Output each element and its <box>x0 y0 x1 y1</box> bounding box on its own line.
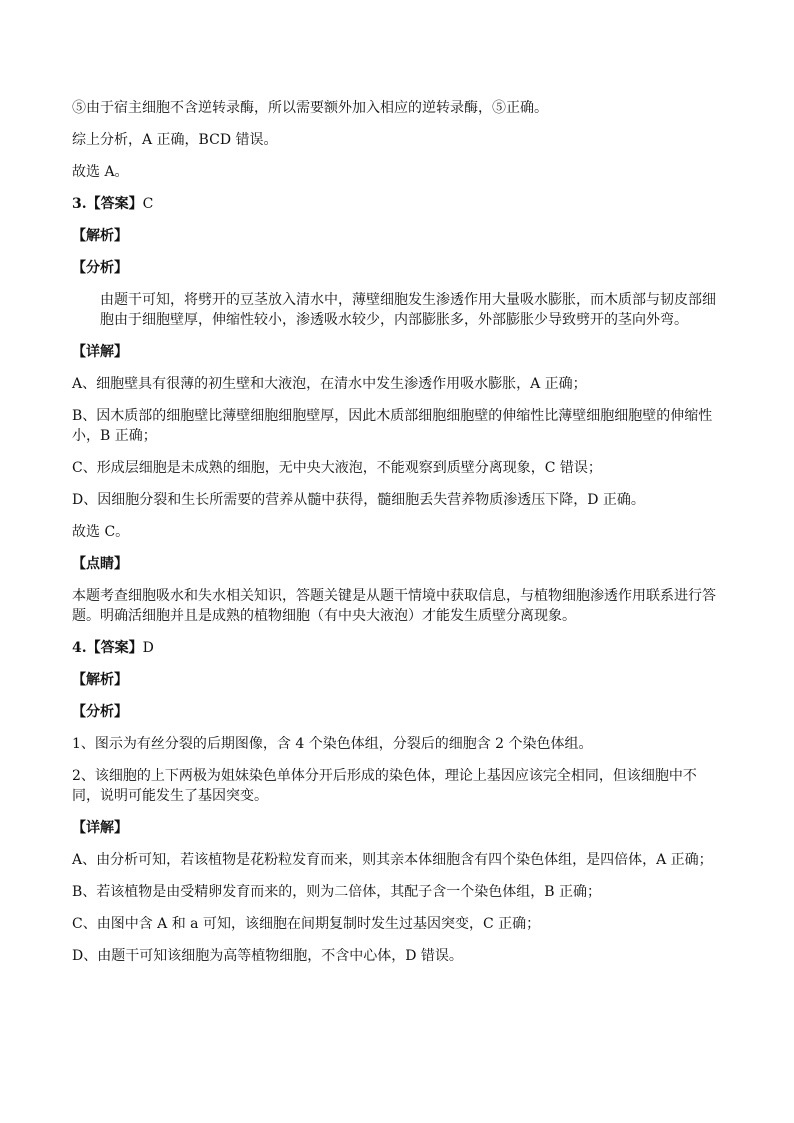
text-paragraph: 本题考查细胞吸水和失水相关知识，答题关键是从题干情境中获取信息，与植物细胞渗透作用联系进行答题。明确活细胞并且是成熟的植物细胞（有中央大液泡）才能发生质壁分离现象。 <box>72 588 716 624</box>
answer-label: 【答案】 <box>86 640 143 656</box>
detail-label: 【详解】 <box>72 344 128 360</box>
option-d: D、因细胞分裂和生长所需要的营养从髓中获得，髓细胞丢失营养物质渗透压下降，D 正确。 <box>72 492 645 508</box>
question-number: 4. <box>72 640 87 656</box>
detail-label: 【详解】 <box>72 820 128 836</box>
text-line: ⑤由于宿主细胞不含逆转录酶，所以需要额外加入相应的逆转录酶，⑤正确。 <box>72 100 548 116</box>
document-page <box>72 98 724 966</box>
point-label: 【点睛】 <box>72 556 128 572</box>
question-4-answer <box>72 638 724 658</box>
option-d: D、由题干可知该细胞为高等植物细胞，不含中心体，D 错误。 <box>72 948 463 964</box>
choose-line: 故选 C。 <box>72 524 130 540</box>
answer-label: 【答案】 <box>86 196 143 212</box>
text-line: 综上分析，A 正确，BCD 错误。 <box>72 132 278 148</box>
answer-value: D <box>142 640 154 656</box>
option-c: C、由图中含 A 和 a 可知，该细胞在间期复制时发生过基因突变，C 正确； <box>72 916 541 932</box>
analysis-label: 【解析】 <box>72 672 128 688</box>
analysis-label: 【解析】 <box>72 228 128 244</box>
fenxi-label: 【分析】 <box>72 704 128 720</box>
option-a: A、由分析可知，若该植物是花粉粒发育而来，则其亲本体细胞含有四个染色体组，是四倍体，A 正确； <box>72 852 713 868</box>
question-number: 3. <box>72 196 87 212</box>
option-b: B、若该植物是由受精卵发育而来的，则为二倍体，其配子含一个染色体组，B 正确； <box>72 884 602 900</box>
text-paragraph: 由题干可知，将劈开的豆茎放入清水中，薄壁细胞发生渗透作用大量吸水膨胀，而木质部与韧皮部细胞由于细胞壁厚，伸缩性较小，渗透吸水较少，内部膨胀多，外部膨胀少导致劈开的茎向外弯。 <box>100 292 716 328</box>
option-a: A、细胞壁具有很薄的初生壁和大液泡，在清水中发生渗透作用吸水膨胀，A 正确； <box>72 376 587 392</box>
question-3-answer <box>72 194 724 214</box>
option-b: B、因木质部的细胞壁比薄壁细胞细胞壁厚，因此木质部细胞细胞壁的伸缩性比薄壁细胞细胞壁的伸缩性小，B 正确； <box>72 408 713 444</box>
text-line: 故选 A。 <box>72 164 129 180</box>
text-paragraph: 2、该细胞的上下两极为姐妹染色单体分开后形成的染色体，理论上基因应该完全相同，但该细胞中不同，说明可能发生了基因突变。 <box>72 768 697 804</box>
option-c: C、形成层细胞是未成熟的细胞，无中央大液泡，不能观察到质壁分离现象，C 错误； <box>72 460 602 476</box>
answer-value: C <box>142 196 154 212</box>
fenxi-label: 【分析】 <box>72 260 128 276</box>
text-line: 1、图示为有丝分裂的后期图像，含 4 个染色体组，分裂后的细胞含 2 个染色体组。 <box>72 736 593 752</box>
